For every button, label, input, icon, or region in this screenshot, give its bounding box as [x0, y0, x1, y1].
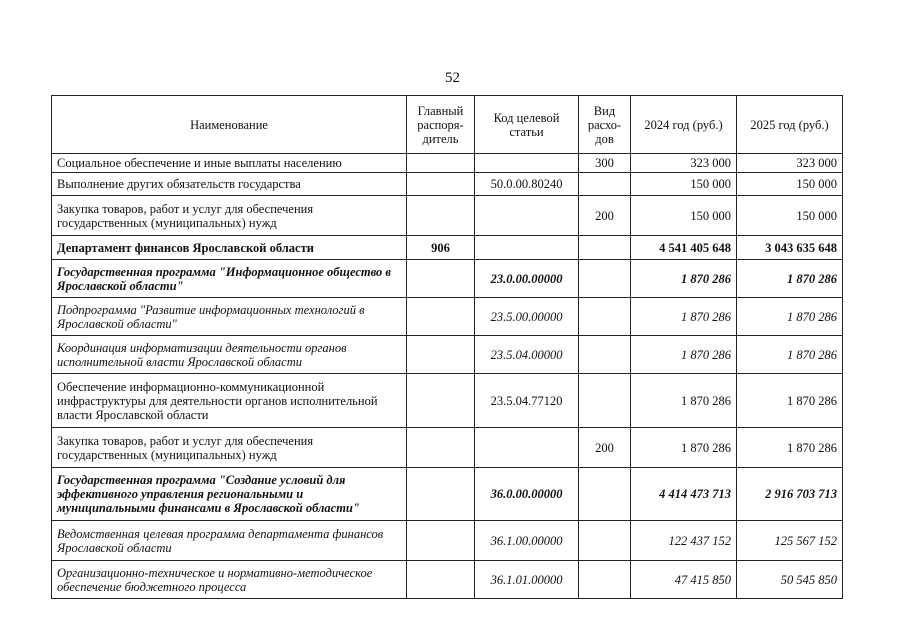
row-2024: 150 000	[631, 173, 737, 196]
table-header-row	[52, 96, 843, 154]
row-type: 200	[579, 428, 631, 468]
header-name: Наименование	[52, 96, 407, 154]
row-code: 36.1.00.00000	[475, 521, 579, 561]
row-2025: 1 870 286	[737, 260, 843, 298]
row-type: 200	[579, 196, 631, 236]
header-expense-type: Вид расхо-дов	[579, 96, 631, 154]
header-year-2025: 2025 год (руб.)	[737, 96, 843, 154]
table-row	[52, 561, 843, 599]
row-name: Социальное обеспечение и иные выплаты населению	[52, 154, 407, 173]
row-2025: 150 000	[737, 173, 843, 196]
row-code	[475, 428, 579, 468]
row-admin	[407, 336, 475, 374]
row-admin	[407, 561, 475, 599]
row-2025: 323 000	[737, 154, 843, 173]
row-2025: 3 043 635 648	[737, 236, 843, 260]
row-type	[579, 236, 631, 260]
row-2025: 1 870 286	[737, 374, 843, 428]
row-admin	[407, 374, 475, 428]
table-row	[52, 336, 843, 374]
row-2025: 2 916 703 713	[737, 468, 843, 521]
row-code	[475, 196, 579, 236]
row-2025: 125 567 152	[737, 521, 843, 561]
row-name: Ведомственная целевая программа департамента финансов Ярославской области	[52, 521, 407, 561]
row-2025: 1 870 286	[737, 428, 843, 468]
header-target-code: Код целевой статьи	[475, 96, 579, 154]
row-code: 23.5.00.00000	[475, 298, 579, 336]
row-type	[579, 298, 631, 336]
row-2024: 323 000	[631, 154, 737, 173]
table-row	[52, 298, 843, 336]
row-type	[579, 336, 631, 374]
header-main-admin: Главный распоря-дитель	[407, 96, 475, 154]
row-name: Государственная программа "Информационное общество в Ярославской области"	[52, 260, 407, 298]
table-row	[52, 374, 843, 428]
row-name: Департамент финансов Ярославской области	[52, 236, 407, 260]
table-row	[52, 236, 843, 260]
row-code: 36.0.00.00000	[475, 468, 579, 521]
page-number: 52	[445, 70, 460, 86]
row-admin	[407, 196, 475, 236]
row-code	[475, 236, 579, 260]
budget-table	[51, 95, 843, 599]
row-2024: 1 870 286	[631, 298, 737, 336]
table-row	[52, 468, 843, 521]
row-2025: 1 870 286	[737, 298, 843, 336]
row-2024: 47 415 850	[631, 561, 737, 599]
row-code	[475, 154, 579, 173]
row-admin	[407, 468, 475, 521]
table-row	[52, 428, 843, 468]
table-row	[52, 260, 843, 298]
row-2025: 50 545 850	[737, 561, 843, 599]
row-type	[579, 521, 631, 561]
table-row	[52, 196, 843, 236]
row-name: Государственная программа "Создание условий для эффективного управления региональными и муниципальными финансами в Ярославской области"	[52, 468, 407, 521]
row-type	[579, 468, 631, 521]
row-name: Организационно-техническое и нормативно-методическое обеспечение бюджетного процесса	[52, 561, 407, 599]
row-code: 23.5.04.00000	[475, 336, 579, 374]
row-2025: 150 000	[737, 196, 843, 236]
row-name: Закупка товаров, работ и услуг для обеспечения государственных (муниципальных) нужд	[52, 428, 407, 468]
row-2024: 1 870 286	[631, 428, 737, 468]
row-code: 50.0.00.80240	[475, 173, 579, 196]
row-admin	[407, 521, 475, 561]
row-2024: 4 414 473 713	[631, 468, 737, 521]
row-2024: 4 541 405 648	[631, 236, 737, 260]
row-2025: 1 870 286	[737, 336, 843, 374]
row-2024: 1 870 286	[631, 374, 737, 428]
table-row	[52, 154, 843, 173]
row-type	[579, 561, 631, 599]
row-name: Обеспечение информационно-коммуникационной инфраструктуры для деятельности органов исполнительной власти Ярославской области	[52, 374, 407, 428]
row-admin	[407, 154, 475, 173]
row-2024: 1 870 286	[631, 260, 737, 298]
row-admin	[407, 260, 475, 298]
table-row	[52, 173, 843, 196]
row-admin	[407, 173, 475, 196]
row-name: Координация информатизации деятельности органов исполнительной власти Ярославской области	[52, 336, 407, 374]
row-admin: 906	[407, 236, 475, 260]
row-code: 23.5.04.77120	[475, 374, 579, 428]
row-type: 300	[579, 154, 631, 173]
table-row	[52, 521, 843, 561]
header-year-2024: 2024 год (руб.)	[631, 96, 737, 154]
row-code: 36.1.01.00000	[475, 561, 579, 599]
row-name: Подпрограмма "Развитие информационных технологий в Ярославской области"	[52, 298, 407, 336]
row-admin	[407, 428, 475, 468]
row-name: Закупка товаров, работ и услуг для обеспечения государственных (муниципальных) нужд	[52, 196, 407, 236]
row-2024: 122 437 152	[631, 521, 737, 561]
row-type	[579, 374, 631, 428]
row-name: Выполнение других обязательств государства	[52, 173, 407, 196]
row-admin	[407, 298, 475, 336]
row-2024: 150 000	[631, 196, 737, 236]
row-2024: 1 870 286	[631, 336, 737, 374]
row-type	[579, 260, 631, 298]
row-type	[579, 173, 631, 196]
row-code: 23.0.00.00000	[475, 260, 579, 298]
